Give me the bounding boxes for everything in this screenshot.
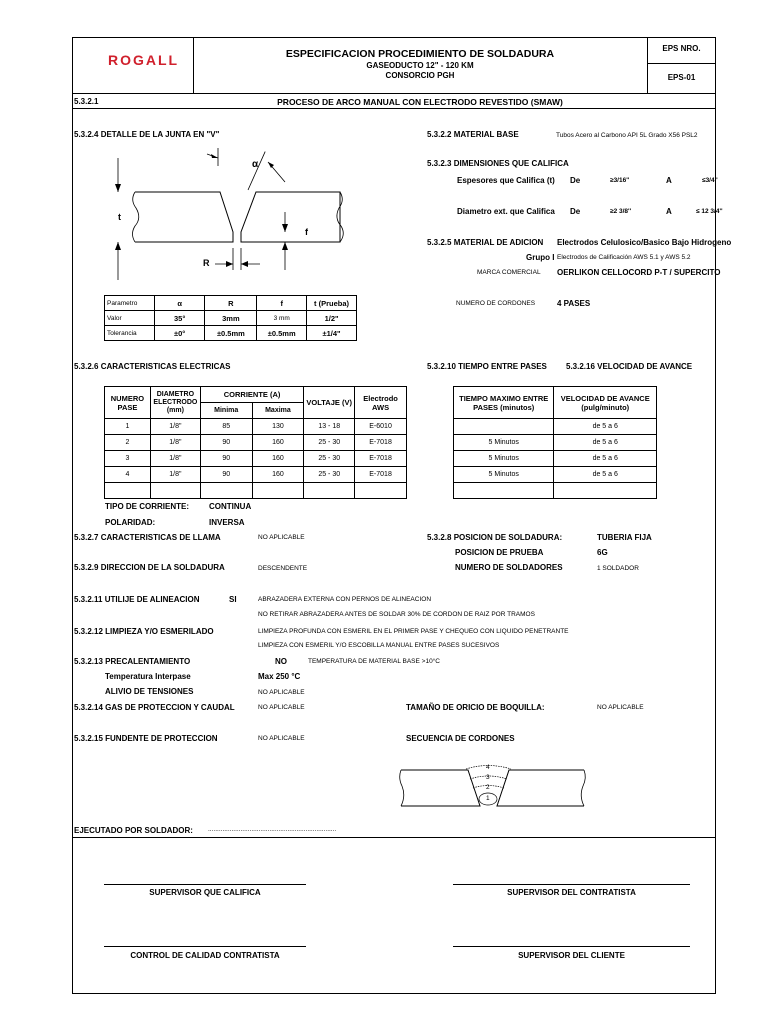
- filler-group-label: Grupo I: [526, 253, 555, 262]
- table-cell: 25 - 30: [304, 451, 355, 467]
- param-header: α: [154, 296, 205, 311]
- param-header: t (Prueba): [307, 296, 357, 311]
- table-row: [105, 483, 407, 499]
- position-value: TUBERIA FIJA: [597, 533, 652, 542]
- param-cell: 35°: [154, 311, 205, 326]
- param-cell: ±0°: [154, 326, 205, 341]
- joint-parameters-table: [104, 295, 357, 341]
- param-cell: Valor: [105, 311, 155, 326]
- table-cell: 90: [200, 467, 252, 483]
- table-cell: 1: [105, 419, 151, 435]
- direction-value: DESCENDENTE: [258, 565, 308, 572]
- thickness-from: ≥3/16'': [610, 177, 630, 184]
- table-row: [454, 467, 657, 483]
- table-cell: 1/8": [150, 451, 200, 467]
- joint-diagram: [100, 140, 360, 280]
- header-voltage: VOLTAJE (V): [304, 387, 355, 419]
- current-type-value: CONTINUA: [209, 502, 252, 511]
- executed-by-label: EJECUTADO POR SOLDADOR:: [74, 826, 193, 835]
- company-logo: ROGALL: [108, 52, 180, 68]
- time-speed-table: [453, 386, 657, 499]
- electrical-table: [104, 386, 407, 499]
- project-name: GASEODUCTO 12" - 120 KM: [366, 61, 474, 70]
- interpass-value: Max 250 °C: [258, 672, 301, 681]
- bead-label: 1: [486, 795, 490, 802]
- table-row: [105, 451, 407, 467]
- table-cell: 5 Minutos: [454, 435, 554, 451]
- signature-client-supervisor: SUPERVISOR DEL CLIENTE: [518, 951, 625, 960]
- welders-value: 1 SOLDADOR: [597, 565, 639, 572]
- alignment-label: 5.3.2.11 UTILIJE DE ALINEACION: [74, 595, 200, 604]
- polarity-label: POLARIDAD:: [105, 518, 156, 527]
- diameter-from: ≥2 3/8'': [610, 208, 632, 215]
- filler-group-value: Electrodos de Calificación AWS 5.1 y AWS 5.2: [557, 254, 691, 261]
- cleaning-label: 5.3.2.12 LIMPIEZA Y/O ESMERILADO: [74, 627, 214, 636]
- nozzle-value: NO APLICABLE: [597, 704, 644, 711]
- table-cell: de 5 a 6: [554, 435, 657, 451]
- header-max-time: TIEMPO MAXIMO ENTRE PASES (minutos): [454, 387, 554, 419]
- table-cell: 5 Minutos: [454, 451, 554, 467]
- table-row: [454, 451, 657, 467]
- flux-label: 5.3.2.15 FUNDENTE DE PROTECCION: [74, 734, 218, 743]
- table-cell: 3: [105, 451, 151, 467]
- thickness-de: De: [570, 176, 581, 185]
- table-cell: 1/8": [150, 419, 200, 435]
- nozzle-label: TAMAÑO DE ORICIO DE BOQUILLA:: [406, 703, 545, 712]
- table-cell: 1/8": [150, 467, 200, 483]
- table-row: [454, 387, 657, 419]
- cleaning-line1: LIMPIEZA PROFUNDA CON ESMERIL EN EL PRIMER PASE Y CHEQUEO CON LIQUIDO PENETRANTE: [258, 628, 569, 635]
- f-symbol: f: [305, 227, 308, 237]
- position-label: 5.3.2.8 POSICION DE SOLDADURA:: [427, 533, 563, 542]
- bead-label: 3: [486, 774, 490, 781]
- param-cell: ±1/4": [307, 326, 357, 341]
- thickness-a: A: [666, 176, 672, 185]
- direction-label: 5.3.2.9 DIRECCION DE LA SOLDADURA: [74, 563, 225, 572]
- table-row: [105, 326, 357, 341]
- document-title: ESPECIFICACION PROCEDIMIENTO DE SOLDADURA: [285, 48, 555, 60]
- signature-line: [104, 946, 306, 947]
- table-cell: 13 - 18: [304, 419, 355, 435]
- table-cell: de 5 a 6: [554, 419, 657, 435]
- bead-label: 4: [486, 764, 490, 771]
- header-electrode: Electrodo AWS: [355, 387, 407, 419]
- table-cell: 90: [200, 435, 252, 451]
- base-material-value: Tubos Acero al Carbono API 5L Grado X56 PSL2: [556, 132, 698, 139]
- param-cell: 3mm: [205, 311, 257, 326]
- eps-divider: [647, 63, 716, 64]
- executed-by-dots: .......................................................................: [208, 826, 337, 833]
- stress-relief-value: NO APLICABLE: [258, 689, 305, 696]
- test-position-label: POSICION DE PRUEBA: [455, 548, 544, 557]
- table-cell: 160: [252, 435, 304, 451]
- param-header: Parametro: [105, 296, 155, 311]
- current-type-label: TIPO DE CORRIENTE:: [105, 502, 190, 511]
- table-cell: 25 - 30: [304, 467, 355, 483]
- param-cell: 3 mm: [257, 311, 307, 326]
- diameter-a: A: [666, 207, 672, 216]
- brand-value: OERLIKON CELLOCORD P-T / SUPERCITO: [557, 268, 721, 277]
- header-bottom-line: [72, 93, 716, 94]
- process-code: 5.3.2.1: [74, 97, 99, 106]
- interpass-label: Temperatura Interpase: [105, 672, 191, 681]
- table-cell: 2: [105, 435, 151, 451]
- cleaning-line2: LIMPIEZA CON ESMERIL Y/O ESCOBILLA MANUAL ENTRE PASES SUCESIVOS: [258, 642, 500, 649]
- signature-contractor-supervisor: SUPERVISOR DEL CONTRATISTA: [507, 888, 636, 897]
- header-speed: VELOCIDAD DE AVANCE (pulg/minuto): [554, 387, 657, 419]
- param-cell: ±0.5mm: [257, 326, 307, 341]
- flame-label: 5.3.2.7 CARACTERISTICAS DE LLAMA: [74, 533, 221, 542]
- flux-value: NO APLICABLE: [258, 735, 305, 742]
- electrical-label: 5.3.2.6 CARACTERISTICAS ELECTRICAS: [74, 362, 231, 371]
- table-cell: de 5 a 6: [554, 467, 657, 483]
- gas-label: 5.3.2.14 GAS DE PROTECCION Y CAUDAL: [74, 703, 235, 712]
- table-cell: E-7018: [355, 435, 407, 451]
- signature-line: [453, 884, 690, 885]
- table-cell: 25 - 30: [304, 435, 355, 451]
- param-cell: ±0.5mm: [205, 326, 257, 341]
- table-row: [105, 435, 407, 451]
- process-bottom-line: [72, 108, 716, 109]
- preheat-flag: NO: [275, 657, 287, 666]
- signature-supervisor-qualifier: SUPERVISOR QUE CALIFICA: [149, 888, 261, 897]
- table-cell: de 5 a 6: [554, 451, 657, 467]
- filler-value: Electrodos Celulosico/Basico Bajo Hidrogeno: [557, 238, 732, 247]
- table-cell: E-7018: [355, 467, 407, 483]
- travel-speed-label: 5.3.2.16 VELOCIDAD DE AVANCE: [566, 362, 693, 371]
- table-cell: 85: [200, 419, 252, 435]
- alpha-symbol: α: [252, 159, 259, 170]
- welders-label: NUMERO DE SOLDADORES: [455, 563, 563, 572]
- test-position-value: 6G: [597, 548, 608, 557]
- flame-value: NO APLICABLE: [258, 534, 305, 541]
- process-title: PROCESO DE ARCO MANUAL CON ELECTRODO REVESTIDO (SMAW): [277, 97, 563, 107]
- diameter-label: Diametro ext. que Califica: [457, 207, 555, 216]
- header-max: Maxima: [252, 403, 304, 419]
- signature-line: [453, 946, 690, 947]
- table-cell: 4: [105, 467, 151, 483]
- table-cell: E-7018: [355, 451, 407, 467]
- thickness-to: ≤3/4'': [702, 177, 718, 184]
- table-row: [454, 435, 657, 451]
- base-material-label: 5.3.2.2 MATERIAL BASE: [427, 130, 519, 139]
- table-cell: [454, 419, 554, 435]
- executed-line: [72, 837, 716, 838]
- alignment-line1: ABRAZADERA EXTERNA CON PERNOS DE ALINEACION: [258, 596, 432, 603]
- dimensions-label: 5.3.2.3 DIMENSIONES QUE CALIFICA: [427, 159, 569, 168]
- t-symbol: t: [118, 212, 121, 222]
- filler-label: 5.3.2.5 MATERIAL DE ADICION: [427, 238, 544, 247]
- table-cell: E-6010: [355, 419, 407, 435]
- bead-sequence-label: SECUENCIA DE CORDONES: [406, 734, 515, 743]
- time-between-passes-label: 5.3.2.10 TIEMPO ENTRE PASES: [427, 362, 547, 371]
- table-cell: 160: [252, 451, 304, 467]
- table-row: [454, 483, 657, 499]
- stress-relief-label: ALIVIO DE TENSIONES: [105, 687, 194, 696]
- param-cell: 1/2": [307, 311, 357, 326]
- table-row: [454, 419, 657, 435]
- thickness-label: Espesores que Califica (t): [457, 176, 555, 185]
- diameter-to: ≤ 12 3/4'': [696, 208, 723, 215]
- eps-label: EPS NRO.: [662, 44, 701, 53]
- header-diameter: DIAMETRO ELECTRODO (mm): [150, 387, 200, 419]
- joint-detail-label: 5.3.2.4 DETALLE DE LA JUNTA EN "V": [74, 130, 220, 139]
- passes-label: NUMERO DE CORDONES: [456, 300, 536, 307]
- header-min: Minima: [200, 403, 252, 419]
- param-header: R: [205, 296, 257, 311]
- polarity-value: INVERSA: [209, 518, 245, 527]
- consortium-name: CONSORCIO PGH: [385, 71, 455, 80]
- passes-value: 4 PASES: [557, 299, 591, 308]
- preheat-label: 5.3.2.13 PRECALENTAMIENTO: [74, 657, 191, 666]
- eps-value: EPS-01: [667, 73, 696, 82]
- r-symbol: R: [203, 258, 210, 268]
- table-row: [105, 419, 407, 435]
- header-current: CORRIENTE (A): [200, 387, 303, 403]
- table-row: [105, 311, 357, 326]
- table-cell: 5 Minutos: [454, 467, 554, 483]
- table-row: [105, 467, 407, 483]
- bead-label: 2: [486, 784, 490, 791]
- table-row: [105, 296, 357, 311]
- table-cell: 90: [200, 451, 252, 467]
- table-cell: 160: [252, 467, 304, 483]
- param-cell: Tolerancia: [105, 326, 155, 341]
- bead-sequence-diagram: [398, 762, 588, 810]
- gas-value: NO APLICABLE: [258, 704, 305, 711]
- param-header: f: [257, 296, 307, 311]
- alignment-line2: NO RETIRAR ABRAZADERA ANTES DE SOLDAR 30% DE CORDON DE RAIZ POR TRAMOS: [258, 611, 535, 618]
- brand-label: MARCA COMERCIAL: [477, 269, 541, 276]
- signature-quality-control: CONTROL DE CALIDAD CONTRATISTA: [130, 951, 280, 960]
- table-cell: 130: [252, 419, 304, 435]
- table-row: [105, 387, 407, 403]
- table-cell: 1/8": [150, 435, 200, 451]
- header-pass: NUMERO PASE: [105, 387, 151, 419]
- diameter-de: De: [570, 207, 581, 216]
- alignment-flag: SI: [229, 595, 237, 604]
- signature-line: [104, 884, 306, 885]
- preheat-value: TEMPERATURA DE MATERIAL BASE >10°C: [308, 658, 440, 665]
